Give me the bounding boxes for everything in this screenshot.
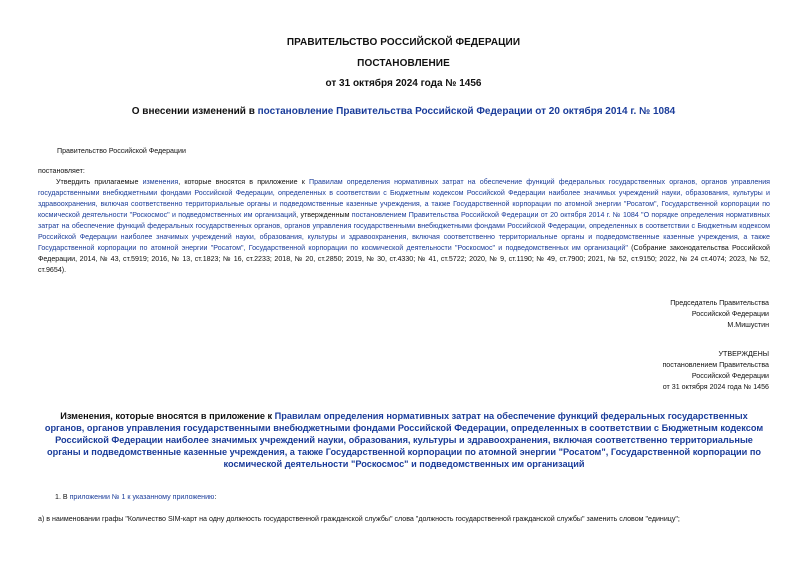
approved-line-1: УТВЕРЖДЕНЫ [718, 350, 769, 358]
intro-text: Правительство Российской Федерации [57, 147, 186, 155]
item-a: а) в наименовании графы "Количество SIM-карт на одну должность государственной гражданской службы" слова "должность государственной гражданской службы" заменить словом "единицу"; [38, 515, 680, 523]
signature-line-2: Российской Федерации [691, 310, 769, 318]
item-1 [55, 492, 216, 503]
doc-type-heading: ПОСТАНОВЛЕНИЕ [357, 58, 450, 69]
changes-title-prefix: Изменения, которые вносятся в приложение к [60, 411, 275, 421]
title-prefix: О внесении изменений в [131, 106, 258, 117]
item-1-link[interactable]: приложении № 1 к указанному приложению [69, 493, 215, 501]
p1-link-changes[interactable]: изменения [142, 178, 179, 186]
item-1-text-a: 1. В [55, 493, 70, 501]
p1-link-rules[interactable]: Правилам определения нормативных затрат на обеспечение функций федеральных государственных органов, органов управления государственными внебюджетными фондами Российской Федерации, определенных в соответствии с Бюджетным кодексом Российской Федерации наиболее значимых учреждений науки, образования, культуры и здравоохранения, включая соответственно территориальные органы и подведомственные казенные учреждения, а также Государственной корпорации по атомной энергии "Росатом", Государственной корпорации по космической деятельности "Роскосмос" и подведомственных им организаций [38, 178, 770, 219]
signature-line-3: М.Мишустин [727, 321, 769, 329]
approved-line-4: от 31 октября 2024 года № 1456 [662, 383, 769, 391]
approved-block [662, 349, 769, 393]
approved-line-3: Российской Федерации [691, 372, 769, 380]
p1-link-resolution[interactable]: постановлением Правительства Российской Федерации от 20 октября 2014 г. № 1084 "О порядке определения нормативных затрат на обеспечение функций федеральных государственных органов, органов управления государственными внебюджетными фондами Российской Федерации, определенных в соответствии с Бюджетным кодексом Российской Федерации наиболее значимых учреждений науки, образования, культуры и здравоохранения, включая соответственно территориальные органы и подведомственные казенные учреждения, а также Государственной корпорации по атомной энергии "Росатом", Государственной корпорации по космической деятельности "Роскосмос" и подведомственных им организаций" [38, 211, 770, 252]
government-heading: ПРАВИТЕЛЬСТВО РОССИЙСКОЙ ФЕДЕРАЦИИ [286, 37, 521, 48]
changes-title [44, 410, 764, 470]
signature-line-1: Председатель Правительства [670, 299, 769, 307]
p1-text-c: , утвержденным [296, 211, 352, 219]
p1-text-b: , которые вносятся в приложение к [178, 178, 309, 186]
p1-text-a: Утвердить прилагаемые [56, 178, 143, 186]
p1-text-d: (Собрание законодательства Российской Федерации, 2014, № 43, ст.5919; 2016, № 13, ст.1823; № 16, ст.2233; 2018, № 20, ст.2850; 2019, № 30, ст.4330; № 41, ст.5722; 2020, № 9, ст.1190; № 49, ст.7900; 2021, № 52, ст.9150; 2022, № 24 ст.4074; 2023, № 52, ст.9654). [38, 244, 771, 274]
title-link[interactable]: постановление Правительства Российской Федерации от 20 октября 2014 г. № 1084 [257, 106, 676, 117]
approved-line-2: постановлением Правительства [662, 361, 769, 369]
resolves-text: постановляет: [38, 167, 85, 175]
paragraph-1 [38, 177, 770, 276]
date-number: от 31 октября 2024 года № 1456 [325, 78, 482, 89]
document-title [0, 106, 807, 117]
signature-block [670, 298, 769, 331]
item-1-text-b: : [214, 493, 217, 501]
changes-title-link[interactable]: Правилам определения нормативных затрат на обеспечение функций федеральных государственных органов, органов управления государственными внебюджетными фондами Российской Федерации, определенных в соответствии с Бюджетным кодексом Российской Федерации наиболее значимых учреждений науки, образования, культуры и здравоохранения, включая соответственно территориальные органы и подведомственные казенные учреждения, а также Государственной корпорации по атомной энергии "Росатом", Государственной корпорации по космической деятельности "Роскосмос" и подведомственных им организаций [44, 411, 764, 469]
